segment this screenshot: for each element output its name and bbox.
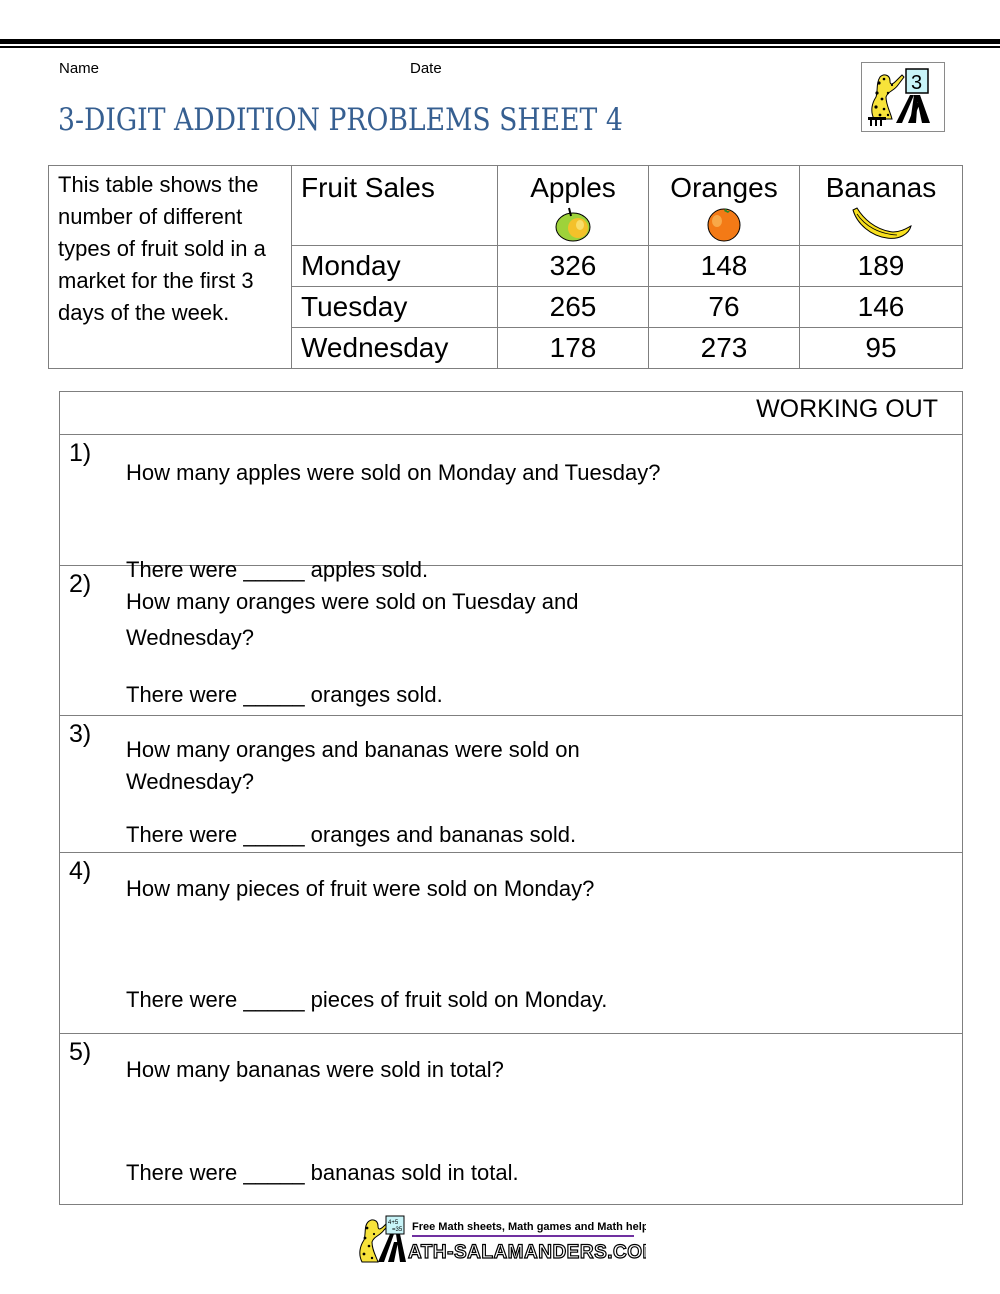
cell-wednesday-bananas: 95 xyxy=(800,328,963,369)
header-logo xyxy=(861,62,945,132)
page-title: 3-DIGIT ADDITION PROBLEMS SHEET 4 xyxy=(58,102,623,138)
table-description: This table shows the number of different types of fruit sold in a market for the first 3 days of the week. xyxy=(58,172,266,325)
svg-text:ATH-SALAMANDERS.COM: ATH-SALAMANDERS.COM xyxy=(408,1242,646,1263)
question-text: How many oranges were sold on Tuesday and Wednesday? xyxy=(126,589,579,650)
question-row-2[interactable] xyxy=(60,566,963,716)
top-rule-thick xyxy=(0,39,1000,44)
row-label: Wednesday xyxy=(292,328,498,369)
column-label: Apples xyxy=(530,172,616,203)
question-number: 4) xyxy=(69,857,92,885)
question-number: 1) xyxy=(69,439,92,467)
cell-monday-oranges: 148 xyxy=(649,246,800,287)
question-number: 3) xyxy=(69,720,92,748)
question-row-5[interactable] xyxy=(60,1034,963,1205)
cell-tuesday-bananas: 146 xyxy=(800,287,963,328)
answer-sentence: There were _____ bananas sold in total. xyxy=(126,1160,519,1185)
cell-monday-apples: 326 xyxy=(498,246,649,287)
column-header-oranges xyxy=(649,166,800,246)
answer-sentence: There were _____ oranges sold. xyxy=(126,682,443,707)
row-label: Monday xyxy=(292,246,498,287)
column-label: Oranges xyxy=(670,172,778,203)
question-row-1[interactable] xyxy=(60,435,963,582)
column-header-apples xyxy=(498,166,649,246)
salamander-easel-icon xyxy=(862,63,944,131)
question-number: 5) xyxy=(69,1038,92,1066)
question-number: 2) xyxy=(69,570,92,598)
answer-sentence: There were _____ pieces of fruit sold on Monday. xyxy=(126,987,608,1012)
corner-label: Fruit Sales xyxy=(301,172,435,203)
questions-table xyxy=(59,391,963,1205)
svg-text:4+5: 4+5 xyxy=(388,1220,399,1226)
cell-wednesday-apples: 178 xyxy=(498,328,649,369)
top-rule-thin xyxy=(0,46,1000,48)
math-salamanders-logo-icon xyxy=(356,1214,646,1266)
answer-sentence: There were _____ apples sold. xyxy=(126,557,429,582)
svg-text:3: 3 xyxy=(911,72,923,94)
cell-monday-bananas: 189 xyxy=(800,246,963,287)
row-label: Tuesday xyxy=(292,287,498,328)
column-header-bananas xyxy=(800,166,963,246)
question-text: How many apples were sold on Monday and Tuesday? xyxy=(126,460,661,485)
name-label: Name xyxy=(59,60,100,77)
fruit-sales-table xyxy=(48,165,963,369)
answer-sentence: There were _____ oranges and bananas sold. xyxy=(126,822,577,847)
corner-header-cell xyxy=(292,166,498,246)
question-text: How many pieces of fruit were sold on Monday? xyxy=(126,876,595,901)
svg-text:Free Math sheets, Math games a: Free Math sheets, Math games and Math help xyxy=(412,1221,646,1233)
working-out-label: WORKING OUT xyxy=(756,395,938,423)
question-text: How many bananas were sold in total? xyxy=(126,1057,504,1082)
footer-logo[interactable] xyxy=(356,1214,646,1266)
cell-tuesday-apples: 265 xyxy=(498,287,649,328)
svg-text:=35: =35 xyxy=(392,1227,403,1233)
apple-icon xyxy=(553,206,593,242)
working-out-header xyxy=(60,392,963,435)
cell-tuesday-oranges: 76 xyxy=(649,287,800,328)
question-row-3[interactable] xyxy=(60,716,963,853)
date-label: Date xyxy=(410,60,442,77)
banana-icon xyxy=(849,206,913,240)
question-row-4[interactable] xyxy=(60,853,963,1034)
question-text: How many oranges and bananas were sold on Wednesday? xyxy=(126,737,580,794)
orange-icon xyxy=(704,206,744,242)
cell-wednesday-oranges: 273 xyxy=(649,328,800,369)
table-description-cell xyxy=(49,166,292,369)
column-label: Bananas xyxy=(825,172,937,203)
